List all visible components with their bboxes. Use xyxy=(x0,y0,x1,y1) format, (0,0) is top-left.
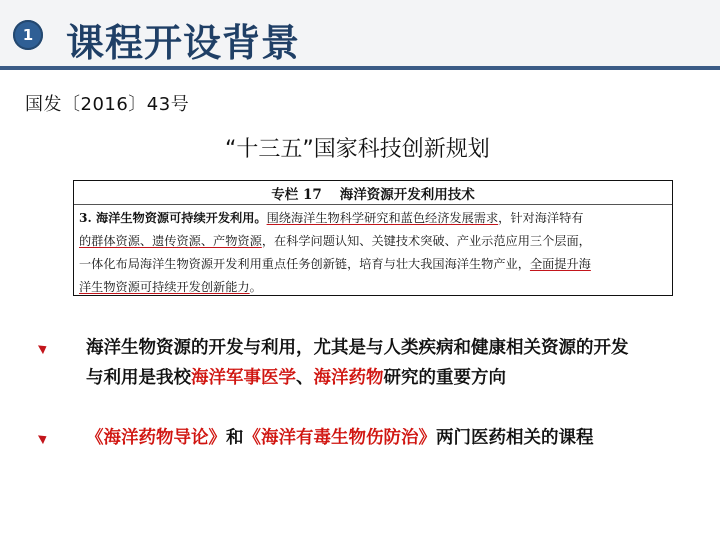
bullet-text: 、 xyxy=(296,368,314,388)
excerpt-body xyxy=(79,207,668,299)
excerpt-underlined-1: 围绕海洋生物科学研究和蓝色经济发展需求 xyxy=(266,211,499,225)
excerpt-box xyxy=(73,180,673,296)
excerpt-text: ，针对海洋特有 xyxy=(498,211,584,225)
document-number: 国发〔2016〕43号 xyxy=(25,94,190,115)
bullet-arrow-icon xyxy=(38,432,49,444)
section-number-badge: 1 xyxy=(13,20,43,50)
excerpt-heading xyxy=(74,181,672,205)
excerpt-line-1 xyxy=(79,207,668,230)
bullet-1-line-1: 海洋生物资源的开发与利用，尤其是与人类疾病和健康相关资源的开发 xyxy=(86,338,629,358)
course-title-1: 《海洋药物导论》 xyxy=(86,428,226,448)
excerpt-underlined-2: 的群体资源、遗传资源、产物资源 xyxy=(79,234,262,248)
excerpt-line-4 xyxy=(79,276,668,299)
page-title: 课程开设背景 xyxy=(66,21,301,65)
excerpt-line-3 xyxy=(79,253,668,276)
bullet-text: 和 xyxy=(226,428,244,448)
course-title-2: 《海洋有毒生物伤防治》 xyxy=(243,428,436,448)
bullet-text: 与利用是我校 xyxy=(86,368,191,388)
excerpt-text: 一体化布局海洋生物资源开发利用重点任务创新链，培育与壮大我国海洋生物产业， xyxy=(79,257,530,271)
excerpt-line-2 xyxy=(79,230,668,253)
bullet-item-1 xyxy=(86,333,629,393)
excerpt-item-title: 3. 海洋生物资源可持续开发利用。 xyxy=(79,211,267,225)
bullet-item-2 xyxy=(86,423,594,453)
highlight-marine-drugs: 海洋药物 xyxy=(313,368,384,388)
excerpt-underlined-3: 全面提升海 xyxy=(529,257,591,271)
bullet-text: 研究的重要方向 xyxy=(383,368,506,388)
excerpt-heading-column: 专栏 17 xyxy=(271,186,322,203)
excerpt-text: 。 xyxy=(249,280,262,294)
bullet-1-line-2 xyxy=(86,363,629,393)
excerpt-text: ，在科学问题认知、关键技术突破、产业示范应用三个层面， xyxy=(261,234,591,248)
bullet-arrow-icon xyxy=(38,342,49,354)
bullet-text: 两门医药相关的课程 xyxy=(436,428,594,448)
excerpt-underlined-4: 洋生物资源可持续开发创新能力 xyxy=(79,280,250,294)
plan-title: “十三五”国家科技创新规划 xyxy=(225,137,490,162)
highlight-military-medicine: 海洋军事医学 xyxy=(191,368,296,388)
excerpt-heading-topic: 海洋资源开发利用技术 xyxy=(339,186,475,203)
